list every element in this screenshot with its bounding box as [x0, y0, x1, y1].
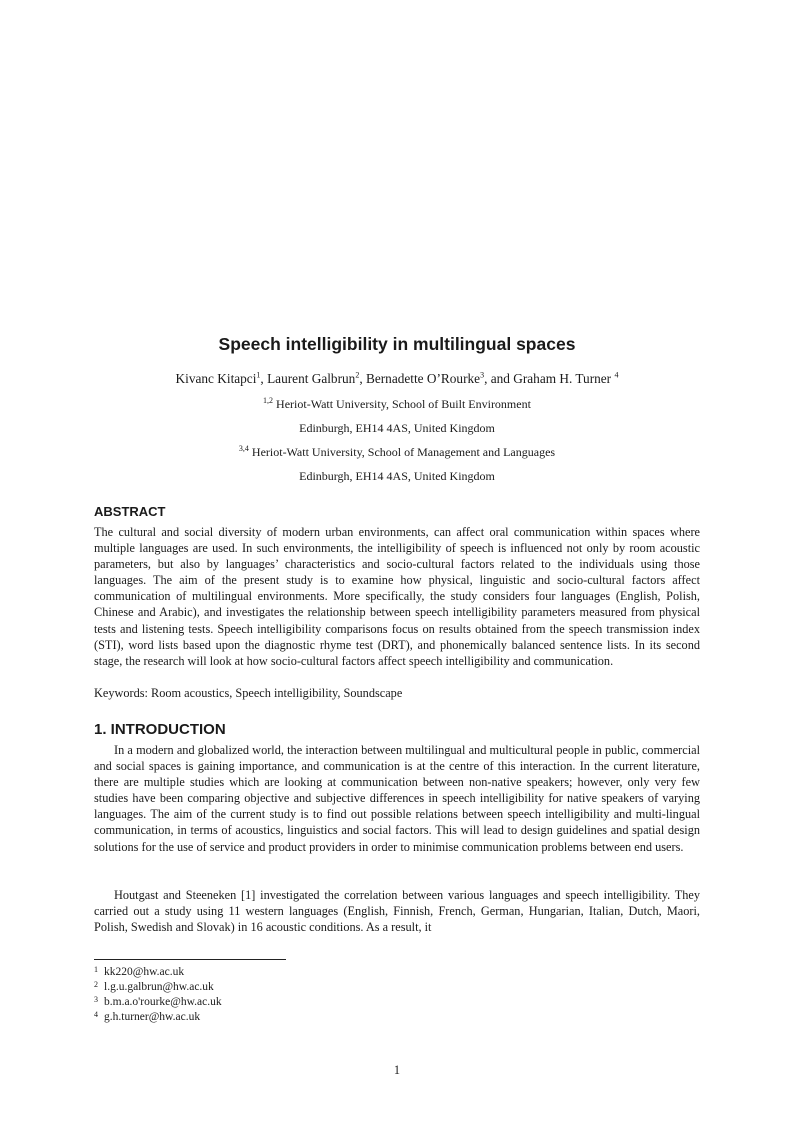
- footnote-number: 2: [94, 980, 98, 989]
- author-separator: , and: [484, 371, 514, 386]
- author-list: [0, 371, 794, 387]
- footnote-email: kk220@hw.ac.uk: [104, 966, 185, 978]
- footnote-number: 3: [94, 995, 98, 1004]
- footnote: [94, 965, 222, 980]
- affiliation-address: Edinburgh, EH14 4AS, United Kingdom: [299, 469, 495, 483]
- footnote-number: 4: [94, 1010, 98, 1019]
- author-affiliation-mark: 3: [480, 370, 485, 380]
- footnote-list: [94, 965, 222, 1025]
- abstract-text: The cultural and social diversity of modern urban environments, can affect oral communication within spaces where multiple languages are used. In such environments, the intelligibility of speech is influenced not only by room acoustic parameters, but also by languages’ characteristics and socio-cultural factors related to the individuals using those languages. The aim of the present study is to examine how physical, linguistic and socio-cultural factors affect communication of multilingual environments. More specifically, the study considers four languages (English, Polish, Chinese and Arabic), and investigates the relationship between speech intelligibility parameters measured from physical tests and listening tests. Speech intelligibility comparisons focus on results obtained from the speech transmission index (STI), word lists based upon the diagnostic rhyme test (DRT), and phonemically balanced sentence lists. In its second stage, the research will look at how socio-cultural factors affect speech intelligibility and communication.: [94, 525, 700, 668]
- footnote-email: g.h.turner@hw.ac.uk: [104, 1011, 201, 1023]
- author-affiliation-mark: 2: [355, 370, 360, 380]
- abstract-heading: ABSTRACT: [94, 504, 166, 519]
- footnote-email: b.m.a.o'rourke@hw.ac.uk: [104, 996, 222, 1008]
- author-affiliation-mark: 4: [614, 370, 619, 380]
- page-number: 1: [393, 1063, 401, 1077]
- introduction-paragraph-2: Houtgast and Steeneken [1] investigated the correlation between various languages and speech intelligibility. They carried out a study using 11 western languages (English, Finnish, French, German, Hungarian, Italian, Dutch, Maori, Polish, Swedish and Slovak) in 16 acoustic conditions. As a result, it: [94, 888, 700, 935]
- paper-title: Speech intelligibility in multilingual spaces: [218, 334, 576, 354]
- affiliation-line: [0, 445, 794, 460]
- keywords: Keywords: Room acoustics, Speech intelligibility, Soundscape: [94, 686, 403, 700]
- author-name: Kivanc Kitapci: [175, 371, 257, 386]
- affiliation-mark: 3,4: [238, 444, 249, 453]
- affiliation-mark: 1,2: [263, 396, 274, 405]
- author-name: Laurent Galbrun: [267, 371, 356, 386]
- footnote: [94, 1010, 222, 1025]
- introduction-heading: 1. INTRODUCTION: [94, 721, 226, 738]
- affiliation-address: Edinburgh, EH14 4AS, United Kingdom: [299, 421, 495, 435]
- author-name: Bernadette O’Rourke: [365, 371, 481, 386]
- author-separator: ,: [359, 371, 366, 386]
- introduction-paragraph-1: In a modern and globalized world, the interaction between multilingual and multicultural people in public, commercial and social spaces is gaining importance, and communication is at the centre of this interaction. In the current literature, there are multiple studies which are looking at communication between non-native speakers; however, only very few studies have been comparing objective and subjective differences in speech intelligibility for native speakers of varying languages. The aim of the current study is to find out possible relations between speech intelligibility and multi-lingual communication, in terms of acoustics, linguistics and social factors. This will lead to design guidelines and spatial design solutions for the use of service and product providers in order to minimise communication problems between end users.: [94, 743, 700, 854]
- footnote: [94, 995, 222, 1010]
- footnote-number: 1: [94, 965, 98, 974]
- footnote-divider: [94, 959, 286, 960]
- author-separator: ,: [260, 371, 268, 386]
- footnote-email: l.g.u.galbrun@hw.ac.uk: [104, 981, 214, 993]
- author-affiliation-mark: 1: [256, 370, 261, 380]
- author-name: Graham H. Turner: [513, 371, 615, 386]
- footnote: [94, 980, 222, 995]
- affiliation-line: [0, 397, 794, 412]
- affiliation-text: Heriot-Watt University, School of Management and Languages: [248, 445, 556, 459]
- affiliation-text: Heriot-Watt University, School of Built Environment: [273, 397, 531, 411]
